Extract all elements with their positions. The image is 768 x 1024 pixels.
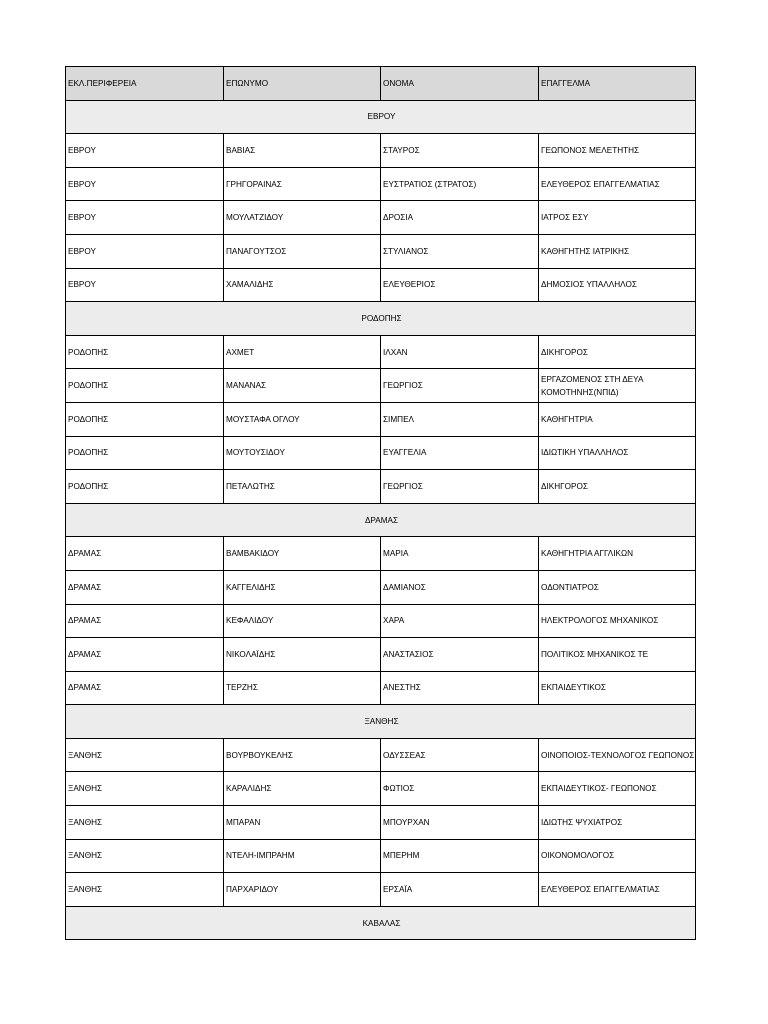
cell-first-name: ΣΙΜΠΕΛ: [381, 402, 539, 436]
cell-profession: ΗΛΕΚΤΡΟΛΟΓΟΣ ΜΗΧΑΝΙΚΟΣ: [539, 604, 696, 638]
cell-region: ΡΟΔΟΠΗΣ: [66, 470, 224, 504]
cell-profession: ΕΚΠΑΙΔΕΥΤΙΚΟΣ: [539, 671, 696, 705]
table-row: [66, 470, 696, 504]
table-row: [66, 806, 696, 840]
cell-surname: ΒΑΜΒΑΚΙΔΟΥ: [224, 537, 381, 571]
cell-profession: ΕΡΓΑΖΟΜΕΝΟΣ ΣΤΗ ΔΕΥΑ ΚΟΜΟΤΗΝΗΣ(ΝΠΙΔ): [539, 369, 696, 403]
cell-first-name: ΧΑΡΑ: [381, 604, 539, 638]
cell-profession: ΚΑΘΗΓΗΤΡΙΑ: [539, 402, 696, 436]
cell-region: ΡΟΔΟΠΗΣ: [66, 436, 224, 470]
section-title: ΚΑΒΑΛΑΣ: [66, 906, 696, 940]
cell-surname: ΓΡΗΓΟΡΑΙΝΑΣ: [224, 167, 381, 201]
cell-first-name: ΜΠΕΡΗΜ: [381, 839, 539, 873]
cell-profession: ΠΟΛΙΤΙΚΟΣ ΜΗΧΑΝΙΚΟΣ ΤΕ: [539, 638, 696, 672]
cell-first-name: ΟΔΥΣΣΕΑΣ: [381, 738, 539, 772]
cell-surname: ΧΑΜΑΛΙΔΗΣ: [224, 268, 381, 302]
table-row: [66, 671, 696, 705]
cell-surname: ΠΑΡΧΑΡΙΔΟΥ: [224, 873, 381, 907]
section-row: [66, 503, 696, 537]
cell-region: ΞΑΝΘΗΣ: [66, 738, 224, 772]
cell-region: ΕΒΡΟΥ: [66, 167, 224, 201]
cell-first-name: ΕΥΑΓΓΕΛΙΑ: [381, 436, 539, 470]
table-row: [66, 738, 696, 772]
cell-first-name: ΣΤΑΥΡΟΣ: [381, 134, 539, 168]
header-profession: ΕΠΑΓΓΕΛΜΑ: [539, 67, 696, 101]
table-row: [66, 201, 696, 235]
cell-profession: ΕΚΠΑΙΔΕΥΤΙΚΟΣ- ΓΕΩΠΟΝΟΣ: [539, 772, 696, 806]
cell-region: ΞΑΝΘΗΣ: [66, 806, 224, 840]
cell-profession: ΓΕΩΠΟΝΟΣ ΜΕΛΕΤΗΤΗΣ: [539, 134, 696, 168]
cell-profession: ΚΑΘΗΓΗΤΡΙΑ ΑΓΓΛΙΚΩΝ: [539, 537, 696, 571]
cell-profession: ΕΛΕΥΘΕΡΟΣ ΕΠΑΓΓΕΛΜΑΤΙΑΣ: [539, 167, 696, 201]
header-row: [66, 67, 696, 101]
section-title: ΕΒΡΟΥ: [66, 100, 696, 134]
cell-region: ΕΒΡΟΥ: [66, 234, 224, 268]
cell-surname: ΒΟΥΡΒΟΥΚΕΛΗΣ: [224, 738, 381, 772]
cell-first-name: ΕΥΣΤΡΑΤΙΟΣ (ΣΤΡΑΤΟΣ): [381, 167, 539, 201]
cell-first-name: ΑΝΕΣΤΗΣ: [381, 671, 539, 705]
cell-profession: ΔΙΚΗΓΟΡΟΣ: [539, 335, 696, 369]
cell-region: ΡΟΔΟΠΗΣ: [66, 335, 224, 369]
cell-first-name: ΑΝΑΣΤΑΣΙΟΣ: [381, 638, 539, 672]
cell-first-name: ΜΠΟΥΡΧΑΝ: [381, 806, 539, 840]
cell-surname: ΜΑΝΑΝΑΣ: [224, 369, 381, 403]
cell-surname: ΠΑΝΑΓΟΥΤΣΟΣ: [224, 234, 381, 268]
table-body: [66, 100, 696, 940]
header-region: ΕΚΛ.ΠΕΡΙΦΕΡΕΙΑ: [66, 67, 224, 101]
cell-surname: ΜΟΥΛΑΤΖΙΔΟΥ: [224, 201, 381, 235]
section-row: [66, 302, 696, 336]
cell-profession: ΙΑΤΡΟΣ ΕΣΥ: [539, 201, 696, 235]
cell-first-name: ΔΑΜΙΑΝΟΣ: [381, 570, 539, 604]
cell-surname: ΠΕΤΑΛΩΤΗΣ: [224, 470, 381, 504]
cell-first-name: ΓΕΩΡΓΙΟΣ: [381, 369, 539, 403]
cell-region: ΞΑΝΘΗΣ: [66, 772, 224, 806]
cell-region: ΔΡΑΜΑΣ: [66, 638, 224, 672]
candidates-table: [65, 66, 696, 940]
cell-surname: ΝΙΚΟΛΑΪΔΗΣ: [224, 638, 381, 672]
header-first-name: ΟΝΟΜΑ: [381, 67, 539, 101]
cell-first-name: ΔΡΟΣΙΑ: [381, 201, 539, 235]
cell-region: ΔΡΑΜΑΣ: [66, 537, 224, 571]
cell-first-name: ΕΛΕΥΘΕΡΙΟΣ: [381, 268, 539, 302]
cell-first-name: ΙΛΧΑΝ: [381, 335, 539, 369]
cell-first-name: ΦΩΤΙΟΣ: [381, 772, 539, 806]
table-row: [66, 436, 696, 470]
cell-profession: ΟΙΚΟΝΟΜΟΛΟΓΟΣ: [539, 839, 696, 873]
cell-surname: ΚΑΓΓΕΛΙΔΗΣ: [224, 570, 381, 604]
cell-profession: ΚΑΘΗΓΗΤΗΣ ΙΑΤΡΙΚΗΣ: [539, 234, 696, 268]
table-row: [66, 772, 696, 806]
cell-profession: ΟΔΟΝΤΙΑΤΡΟΣ: [539, 570, 696, 604]
table-row: [66, 537, 696, 571]
table-row: [66, 134, 696, 168]
table-row: [66, 369, 696, 403]
cell-region: ΡΟΔΟΠΗΣ: [66, 369, 224, 403]
cell-region: ΔΡΑΜΑΣ: [66, 604, 224, 638]
table-row: [66, 335, 696, 369]
section-title: ΞΑΝΘΗΣ: [66, 705, 696, 739]
cell-profession: ΟΙΝΟΠΟΙΟΣ-ΤΕΧΝΟΛΟΓΟΣ ΓΕΩΠΟΝΟΣ: [539, 738, 696, 772]
table-row: [66, 167, 696, 201]
cell-profession: ΙΔΙΩΤΙΚΗ ΥΠΑΛΛΗΛΟΣ: [539, 436, 696, 470]
cell-first-name: ΕΡΣΑΪΑ: [381, 873, 539, 907]
cell-region: ΞΑΝΘΗΣ: [66, 873, 224, 907]
cell-region: ΞΑΝΘΗΣ: [66, 839, 224, 873]
table-row: [66, 402, 696, 436]
cell-region: ΔΡΑΜΑΣ: [66, 570, 224, 604]
section-title: ΡΟΔΟΠΗΣ: [66, 302, 696, 336]
section-title: ΔΡΑΜΑΣ: [66, 503, 696, 537]
table-row: [66, 570, 696, 604]
cell-first-name: ΓΕΩΡΓΙΟΣ: [381, 470, 539, 504]
cell-profession: ΔΙΚΗΓΟΡΟΣ: [539, 470, 696, 504]
cell-surname: ΚΕΦΑΛΙΔΟΥ: [224, 604, 381, 638]
cell-surname: ΑΧΜΕΤ: [224, 335, 381, 369]
section-row: [66, 100, 696, 134]
cell-surname: ΝΤΕΛΗ-ΙΜΠΡΑΗΜ: [224, 839, 381, 873]
section-row: [66, 705, 696, 739]
cell-region: ΕΒΡΟΥ: [66, 134, 224, 168]
cell-first-name: ΜΑΡΙΑ: [381, 537, 539, 571]
table-row: [66, 839, 696, 873]
cell-first-name: ΣΤΥΛΙΑΝΟΣ: [381, 234, 539, 268]
cell-surname: ΜΠΑΡΑΝ: [224, 806, 381, 840]
cell-profession: ΕΛΕΥΘΕΡΟΣ ΕΠΑΓΓΕΛΜΑΤΙΑΣ: [539, 873, 696, 907]
cell-region: ΔΡΑΜΑΣ: [66, 671, 224, 705]
table-row: [66, 638, 696, 672]
cell-region: ΕΒΡΟΥ: [66, 268, 224, 302]
table-row: [66, 234, 696, 268]
section-row: [66, 906, 696, 940]
table-row: [66, 268, 696, 302]
cell-region: ΕΒΡΟΥ: [66, 201, 224, 235]
header-surname: ΕΠΩΝΥΜΟ: [224, 67, 381, 101]
cell-region: ΡΟΔΟΠΗΣ: [66, 402, 224, 436]
cell-profession: ΔΗΜΟΣΙΟΣ ΥΠΑΛΛΗΛΟΣ: [539, 268, 696, 302]
cell-surname: ΜΟΥΣΤΑΦΑ ΟΓΛΟΥ: [224, 402, 381, 436]
cell-surname: ΤΕΡΖΗΣ: [224, 671, 381, 705]
cell-surname: ΚΑΡΑΛΙΔΗΣ: [224, 772, 381, 806]
cell-surname: ΜΟΥΤΟΥΣΙΔΟΥ: [224, 436, 381, 470]
table-row: [66, 873, 696, 907]
cell-profession: ΙΔΙΩΤΗΣ ΨΥΧΙΑΤΡΟΣ: [539, 806, 696, 840]
table-row: [66, 604, 696, 638]
cell-surname: ΒΑΒΙΑΣ: [224, 134, 381, 168]
